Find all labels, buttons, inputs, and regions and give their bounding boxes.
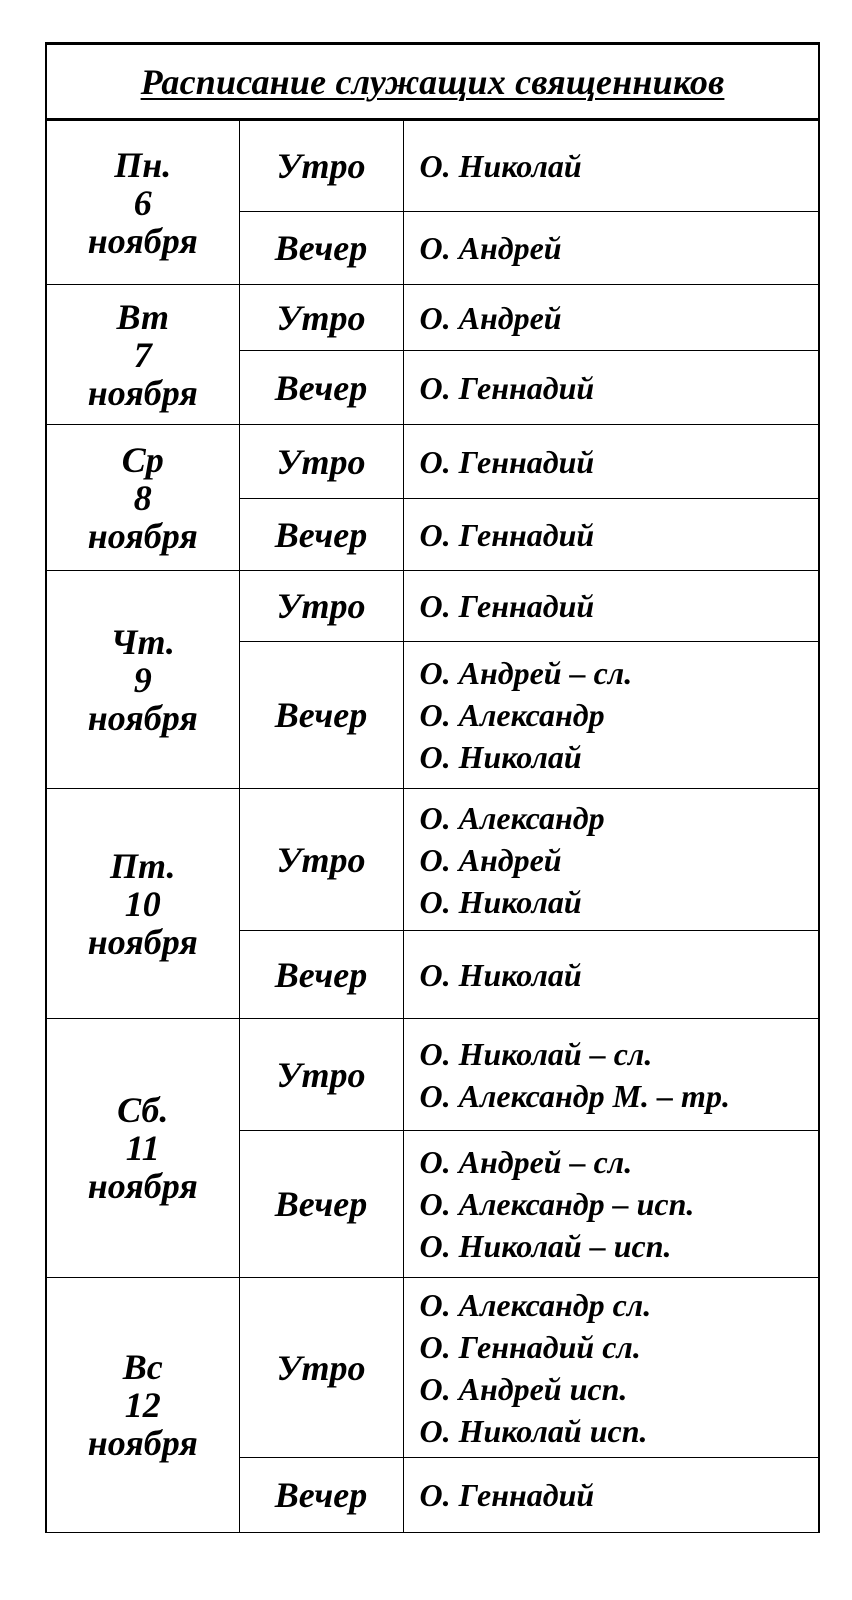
schedule-row bbox=[46, 425, 819, 499]
priest-name: О. Андрей bbox=[419, 841, 562, 878]
day-weekday: Вт bbox=[116, 296, 169, 337]
day-cell bbox=[46, 1019, 239, 1278]
priest-name: О. Геннадий bbox=[419, 443, 595, 480]
day-month: ноября bbox=[87, 220, 198, 261]
priest-name: О. Николай исп. bbox=[419, 1412, 648, 1449]
priest-name: О. Андрей bbox=[419, 299, 562, 336]
priest-list bbox=[403, 789, 819, 931]
day-month: ноября bbox=[87, 921, 198, 962]
service-period: Утро bbox=[239, 1278, 403, 1458]
priest-name: О. Николай bbox=[419, 148, 582, 184]
day-weekday: Пн. bbox=[114, 144, 172, 185]
service-period: Вечер bbox=[239, 931, 403, 1019]
priest-name: О. Александр bbox=[419, 799, 605, 836]
day-number: 7 bbox=[133, 334, 152, 375]
service-period: Утро bbox=[239, 571, 403, 642]
priest-list bbox=[403, 1458, 819, 1533]
service-period: Вечер bbox=[239, 212, 403, 285]
schedule-row bbox=[46, 120, 819, 212]
service-period: Вечер bbox=[239, 1458, 403, 1533]
priest-name: О. Геннадий bbox=[419, 588, 595, 624]
priest-name: О. Геннадий bbox=[419, 516, 595, 553]
day-weekday: Пт. bbox=[110, 845, 176, 886]
priest-list bbox=[403, 499, 819, 571]
priest-list bbox=[403, 212, 819, 285]
day-month: ноября bbox=[87, 1166, 198, 1206]
day-cell bbox=[46, 571, 239, 789]
priest-list bbox=[403, 1278, 819, 1458]
service-period: Вечер bbox=[239, 1131, 403, 1278]
day-weekday: Вс bbox=[122, 1347, 163, 1387]
priest-list bbox=[403, 931, 819, 1019]
priest-name: О. Геннадий bbox=[419, 369, 595, 406]
priest-name: О. Александр М. – тр. bbox=[419, 1077, 730, 1114]
day-cell bbox=[46, 789, 239, 1019]
day-cell bbox=[46, 425, 239, 571]
priest-name: О. Николай bbox=[419, 739, 582, 775]
schedule-row bbox=[46, 285, 819, 351]
day-cell bbox=[46, 120, 239, 285]
title-row bbox=[46, 44, 819, 120]
service-period: Утро bbox=[239, 1019, 403, 1131]
schedule-table bbox=[45, 42, 820, 1533]
priest-name: О. Николай – сл. bbox=[419, 1035, 653, 1072]
schedule-row bbox=[46, 1019, 819, 1131]
priest-name: О. Александр – исп. bbox=[419, 1186, 695, 1222]
priest-list bbox=[403, 1019, 819, 1131]
service-period: Утро bbox=[239, 789, 403, 931]
day-month: ноября bbox=[87, 697, 198, 738]
schedule-row bbox=[46, 571, 819, 642]
day-cell bbox=[46, 285, 239, 425]
priest-list bbox=[403, 1131, 819, 1278]
day-month: ноября bbox=[87, 515, 198, 556]
service-period: Утро bbox=[239, 120, 403, 212]
priest-name: О. Геннадий сл. bbox=[419, 1328, 641, 1365]
day-weekday: Сб. bbox=[117, 1090, 169, 1130]
priest-list bbox=[403, 120, 819, 212]
day-number: 11 bbox=[125, 1128, 160, 1168]
priest-name: О. Александр сл. bbox=[419, 1286, 652, 1323]
schedule-row bbox=[46, 789, 819, 931]
priest-name: О. Николай bbox=[419, 883, 582, 920]
priest-name: О. Геннадий bbox=[419, 1477, 595, 1513]
schedule-row bbox=[46, 1278, 819, 1458]
day-weekday: Чт. bbox=[110, 621, 175, 662]
day-month: ноября bbox=[87, 1423, 198, 1463]
day-weekday: Ср bbox=[121, 439, 164, 480]
service-period: Утро bbox=[239, 285, 403, 351]
title-cell bbox=[46, 44, 819, 120]
day-number: 6 bbox=[133, 182, 152, 223]
priest-list bbox=[403, 351, 819, 425]
priest-list bbox=[403, 285, 819, 351]
day-month: ноября bbox=[87, 372, 198, 413]
schedule-title: Расписание служащих священников bbox=[140, 61, 725, 102]
day-number: 10 bbox=[124, 883, 161, 924]
service-period: Утро bbox=[239, 425, 403, 499]
day-number: 8 bbox=[133, 477, 152, 518]
service-period: Вечер bbox=[239, 499, 403, 571]
priest-list bbox=[403, 642, 819, 789]
priest-name: О. Александр bbox=[419, 697, 605, 733]
service-period: Вечер bbox=[239, 642, 403, 789]
day-number: 9 bbox=[133, 659, 152, 700]
day-number: 12 bbox=[124, 1385, 161, 1425]
priest-name: О. Андрей исп. bbox=[419, 1370, 628, 1407]
priest-name: О. Николай – исп. bbox=[419, 1228, 672, 1264]
priest-list bbox=[403, 425, 819, 499]
service-period: Вечер bbox=[239, 351, 403, 425]
priest-name: О. Андрей – сл. bbox=[419, 655, 633, 691]
priest-name: О. Николай bbox=[419, 956, 582, 993]
priest-name: О. Андрей – сл. bbox=[419, 1144, 633, 1180]
priest-list bbox=[403, 571, 819, 642]
priest-name: О. Андрей bbox=[419, 230, 562, 266]
day-cell bbox=[46, 1278, 239, 1533]
